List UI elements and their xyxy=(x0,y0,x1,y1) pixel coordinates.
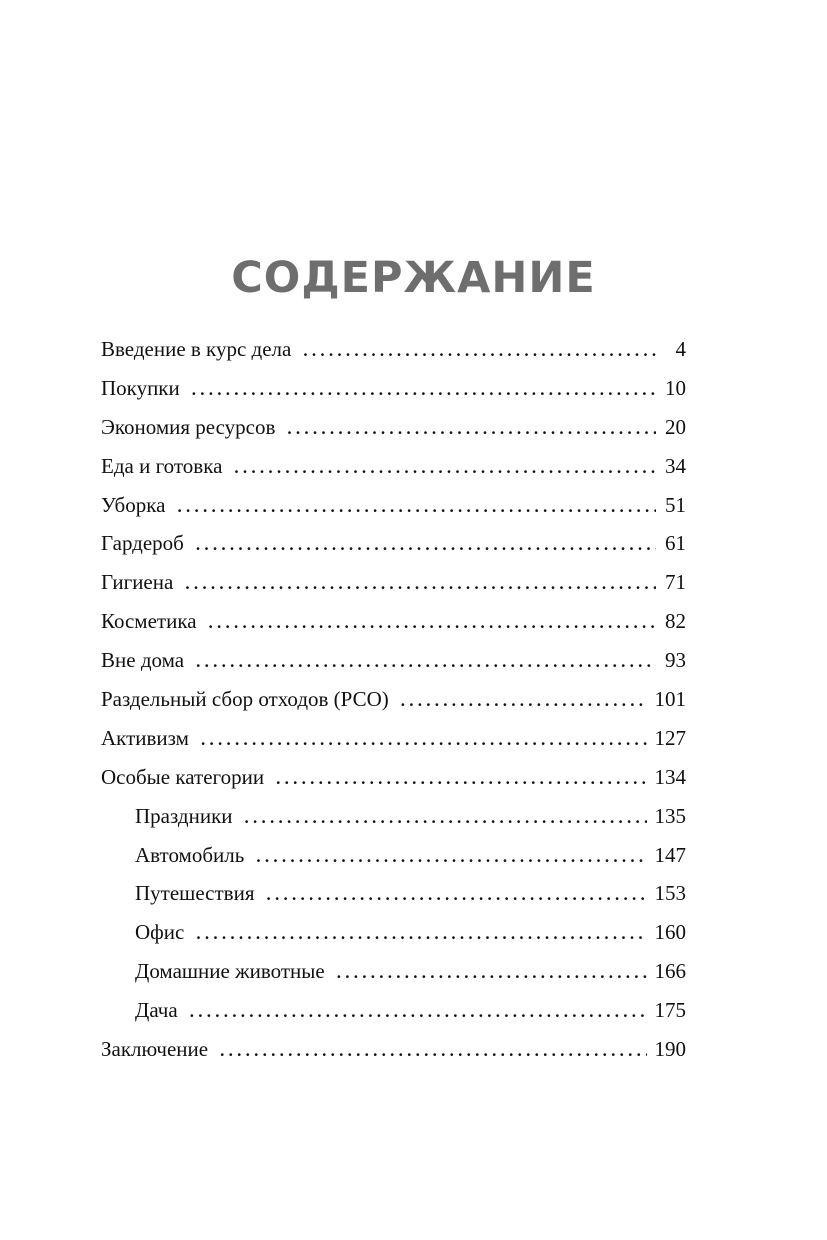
toc-entry-label: Путешествия xyxy=(135,881,255,906)
toc-entry-page-number: 93 xyxy=(665,648,686,673)
toc-entry-outside-home xyxy=(101,641,686,680)
dot-leader xyxy=(287,410,656,449)
toc-entry-page-number: 4 xyxy=(675,337,686,361)
toc-entry-activism xyxy=(101,719,686,758)
toc-entry-label: Домашние животные xyxy=(135,959,325,984)
toc-entry-page-number: 34 xyxy=(665,453,686,478)
toc-entry-cleaning xyxy=(101,486,686,525)
dot-leader xyxy=(196,643,656,682)
toc-subentry-office xyxy=(101,913,686,952)
dot-leader xyxy=(337,954,647,993)
toc-entry-page-number: 20 xyxy=(665,414,686,439)
dot-leader xyxy=(234,449,656,488)
dot-leader xyxy=(245,799,647,838)
toc-entry-waste-sorting xyxy=(101,680,686,719)
toc-subentry-car xyxy=(101,836,686,875)
dot-leader xyxy=(256,838,646,877)
toc-entry-label: Особые категории xyxy=(101,764,265,789)
toc-entry-page-number: 190 xyxy=(654,1037,686,1062)
dot-leader xyxy=(220,1032,646,1071)
dot-leader xyxy=(185,565,656,604)
dot-leader xyxy=(177,488,656,527)
toc-subentry-holidays xyxy=(101,797,686,836)
toc-entry-special-categories xyxy=(101,758,686,797)
toc-entry-label: Косметика xyxy=(101,609,197,634)
dot-leader xyxy=(303,332,656,371)
toc-subentry-travel xyxy=(101,874,686,913)
toc-subentry-pets xyxy=(101,952,686,991)
toc-entry-page-number: 61 xyxy=(665,531,686,556)
dot-leader xyxy=(201,721,647,760)
toc-entry-page-number: 51 xyxy=(665,492,686,517)
toc-entry-page-number: 82 xyxy=(665,609,686,634)
dot-leader xyxy=(276,760,646,799)
toc-entry-page-number: 134 xyxy=(654,764,686,789)
toc-entry-page-number: 153 xyxy=(654,881,686,906)
toc-entry-page-number: 147 xyxy=(654,842,686,867)
toc-entry-label: Введение в курс дела xyxy=(101,337,292,361)
dot-leader xyxy=(192,371,656,410)
table-of-contents xyxy=(101,330,686,1069)
toc-entry-label: Экономия ресурсов xyxy=(101,414,276,439)
toc-entry-page-number: 160 xyxy=(654,920,686,945)
toc-entry-food-cooking xyxy=(101,447,686,486)
toc-entry-introduction xyxy=(101,330,686,369)
page-title: СОДЕРЖАНИЕ xyxy=(231,253,596,303)
dot-leader xyxy=(196,526,656,565)
toc-entry-page-number: 175 xyxy=(654,998,686,1023)
dot-leader xyxy=(190,993,647,1032)
toc-entry-cosmetics xyxy=(101,602,686,641)
dot-leader xyxy=(209,604,656,643)
toc-entry-wardrobe xyxy=(101,524,686,563)
dot-leader xyxy=(267,876,647,915)
toc-entry-label: Еда и готовка xyxy=(101,453,223,478)
toc-entry-label: Вне дома xyxy=(101,648,185,673)
toc-entry-page-number: 166 xyxy=(654,959,686,984)
toc-entry-label: Уборка xyxy=(101,492,166,517)
toc-entry-label: Раздельный сбор отходов (РСО) xyxy=(101,687,389,712)
toc-entry-page-number: 101 xyxy=(654,687,686,712)
toc-subentry-country-house xyxy=(101,991,686,1030)
dot-leader xyxy=(401,682,647,721)
toc-entry-page-number: 127 xyxy=(654,725,686,750)
toc-entry-label: Покупки xyxy=(101,375,180,400)
toc-entry-label: Гардероб xyxy=(101,531,184,556)
toc-entry-shopping xyxy=(101,369,686,408)
toc-entry-label: Гигиена xyxy=(101,570,174,595)
dot-leader xyxy=(196,915,646,954)
toc-entry-page-number: 71 xyxy=(665,570,686,595)
toc-entry-label: Заключение xyxy=(101,1037,209,1062)
toc-entry-label: Праздники xyxy=(135,803,233,828)
toc-entry-label: Автомобиль xyxy=(135,842,245,867)
toc-entry-label: Офис xyxy=(135,920,185,945)
toc-entry-page-number: 10 xyxy=(665,375,686,400)
toc-entry-resource-saving xyxy=(101,408,686,447)
toc-entry-page-number: 135 xyxy=(654,803,686,828)
toc-entry-hygiene xyxy=(101,563,686,602)
toc-entry-conclusion xyxy=(101,1030,686,1069)
toc-entry-label: Активизм xyxy=(101,725,189,750)
toc-entry-label: Дача xyxy=(135,998,178,1023)
